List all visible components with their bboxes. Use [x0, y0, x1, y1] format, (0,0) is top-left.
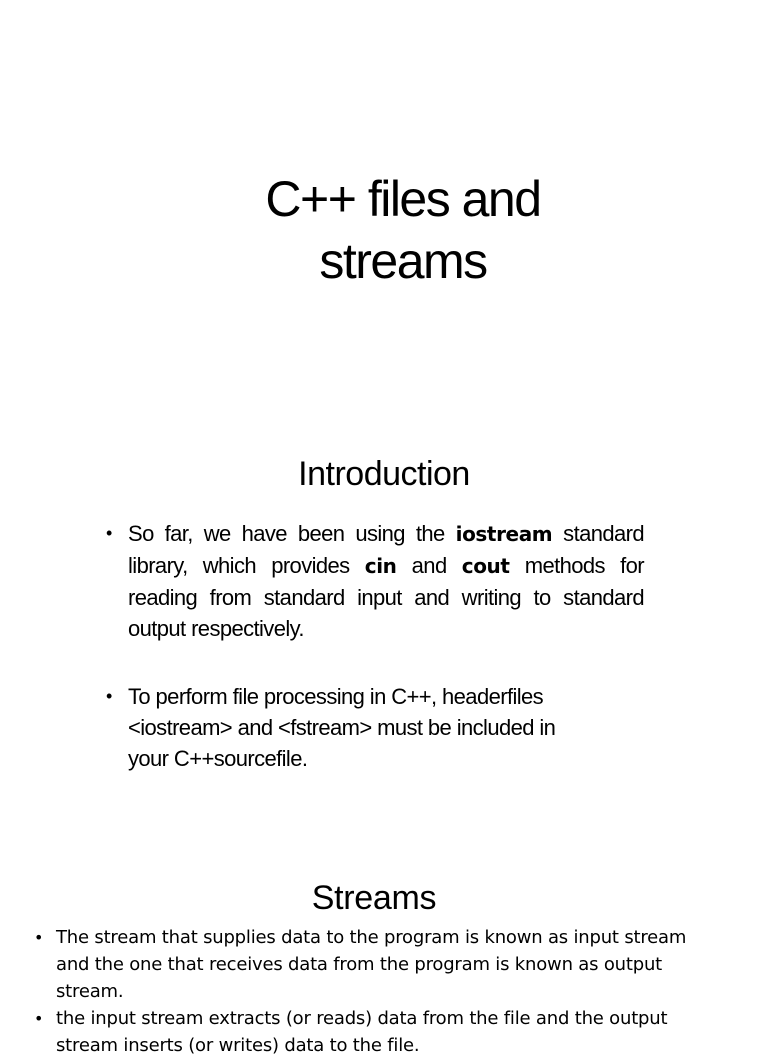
intro-text-2: standard library, which provides: [128, 521, 644, 578]
keyword-cout: cout: [461, 554, 510, 578]
title-line-2: streams: [319, 233, 487, 289]
list-item: [32, 924, 722, 1005]
streams-text-2: the input stream extracts (or reads) data from the file and the output stream inserts (or writes) data to the file.: [56, 1008, 668, 1056]
intro-text-1: So far, we have been using the: [128, 521, 456, 546]
streams-text-1: The stream that supplies data to the program is known as input stream and the one that receives data from the program is known as output stream.: [56, 927, 687, 1002]
bullet-line: your C++sourcefile.: [128, 746, 308, 771]
keyword-cin: cin: [364, 554, 397, 578]
list-item: [32, 1005, 722, 1059]
list-item: [104, 681, 644, 774]
bullet-dot: •: [34, 1009, 44, 1028]
bullet-line: <iostream> and <fstream> must be included in: [128, 715, 556, 740]
page-title: [200, 168, 606, 292]
list-item: [104, 518, 644, 644]
streams-heading: Streams: [311, 879, 437, 917]
introduction-bullet-list: [104, 518, 644, 774]
intro-text-4: methods for reading from standard input and writing to standard output respectively.: [128, 553, 644, 641]
title-line-1: C++ files and: [265, 171, 541, 227]
bullet-line: To perform file processing in C++, headerfiles: [128, 684, 544, 709]
intro-text-3: and: [396, 553, 462, 578]
keyword-iostream: iostream: [455, 522, 553, 546]
bullet-dot: •: [34, 928, 44, 947]
bullet-dot: •: [106, 523, 112, 543]
streams-bullet-list: [32, 924, 722, 1059]
bullet-dot: •: [106, 686, 112, 706]
introduction-heading: Introduction: [298, 455, 470, 493]
